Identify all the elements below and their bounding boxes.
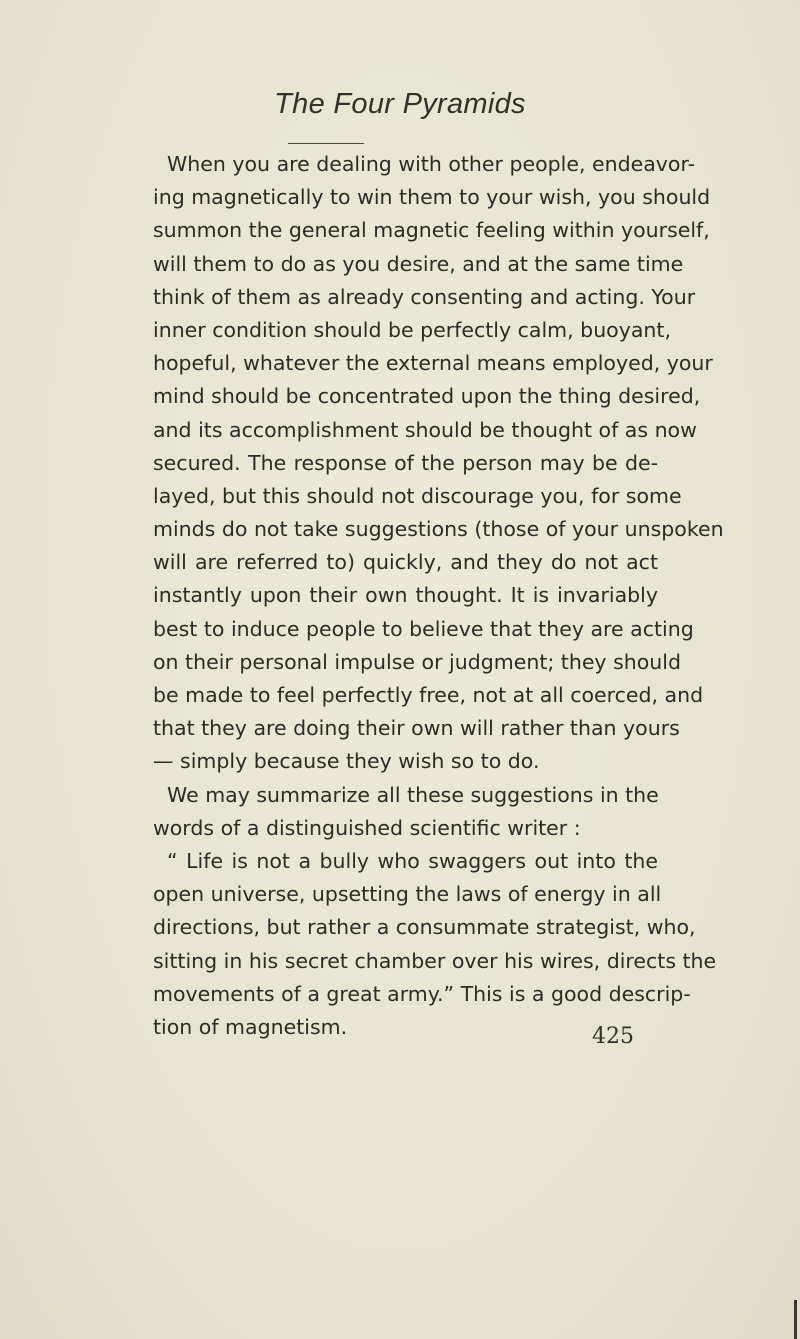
text-line: hopeful, whatever the external means employed, your	[153, 351, 713, 376]
text-line: best to induce people to believe that they are acting	[153, 616, 694, 641]
text-line: — simply because they wish so to do.	[153, 749, 540, 774]
text-line: directions, but rather a consummate strategist, who,	[153, 915, 696, 940]
text-line: be made to feel perfectly free, not at all coerced, and	[153, 683, 704, 707]
body-text	[153, 148, 724, 1044]
text-line: ing magnetically to win them to your wish, you should	[153, 185, 711, 210]
text-line: open universe, upsetting the laws of energy in all	[153, 882, 662, 907]
text-line: think of them as already consenting and acting. Your	[153, 284, 696, 309]
text-line: summon the general magnetic feeling within yourself,	[153, 218, 710, 243]
page-number: 425	[592, 1024, 634, 1049]
text-line: secured. The response of the person may be de-	[153, 450, 658, 475]
text-line: and its accomplishment should be thought of as now	[153, 417, 697, 442]
text-line: We may summarize all these suggestions in the	[167, 782, 659, 807]
text-line: words of a distinguished scientific writer :	[153, 815, 581, 840]
text-line: will are referred to) quickly, and they do not act	[153, 550, 658, 575]
text-line: instantly upon their own thought. It is invariably	[153, 583, 658, 608]
text-line: When you are dealing with other people, endeavor-	[167, 152, 695, 176]
text-line: sitting in his secret chamber over his wires, directs the	[153, 948, 717, 973]
text-line: layed, but this should not discourage you, for some	[153, 483, 682, 508]
text-line: “ Life is not a bully who swaggers out into the	[167, 848, 658, 873]
text-line: tion of magnetism.	[153, 1014, 348, 1039]
text-line: minds do not take suggestions (those of your unspoken	[153, 517, 724, 542]
text-line: mind should be concentrated upon the thing desired,	[153, 384, 701, 409]
header-rule	[288, 143, 364, 144]
text-line: inner condition should be perfectly calm, buoyant,	[153, 317, 671, 342]
text-line: will them to do as you desire, and at the same time	[153, 251, 684, 276]
text-line: on their personal impulse or judgment; they should	[153, 649, 681, 674]
running-head: The Four Pyramids	[274, 88, 526, 120]
page-edge-mark	[794, 1300, 797, 1339]
text-line: that they are doing their own will rather than yours	[153, 716, 680, 741]
text-line: movements of a great army.” This is a good descrip-	[153, 981, 691, 1006]
